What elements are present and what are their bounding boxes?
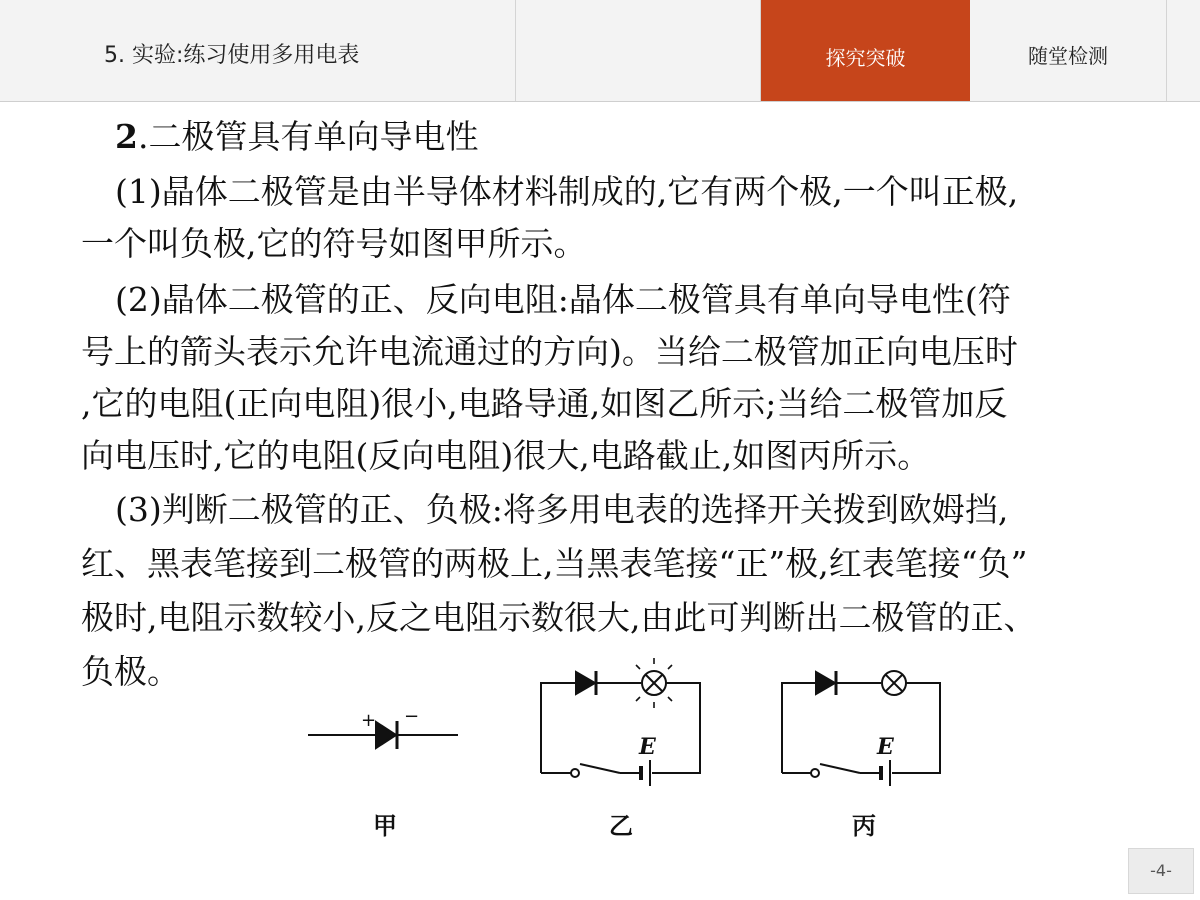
caption-jia: 甲 xyxy=(373,811,397,840)
diode-triangle xyxy=(376,722,396,748)
paragraph-line: (1)晶体二极管是由半导体材料制成的,它有两个极,一个叫正极, xyxy=(115,172,1019,211)
tab-suitang-jiance[interactable]: 随堂检测 xyxy=(970,0,1167,101)
emf-label: E xyxy=(639,734,656,760)
plus-sign: + xyxy=(361,710,377,731)
switch-blade xyxy=(820,764,860,773)
figure-bing-circuit xyxy=(782,671,940,786)
switch-contact xyxy=(811,769,819,777)
section-heading: 2.二极管具有单向导电性 xyxy=(115,117,479,156)
diode-triangle xyxy=(576,672,595,694)
figure-jia-diode-symbol xyxy=(308,721,458,749)
figure-yi-circuit xyxy=(541,658,700,786)
emf-label: E xyxy=(877,734,894,760)
course-title: 5. 实验:练习使用多用电表 xyxy=(104,43,360,68)
paragraph-line: 号上的箭头表示允许电流通过的方向)。当给二极管加正向电压时 xyxy=(81,332,1018,371)
wire-right xyxy=(892,683,940,773)
wire-left-top xyxy=(782,683,816,773)
paragraph-line: 红、黑表笔接到二极管的两极上,当黑表笔接“正”极,红表笔接“负” xyxy=(81,544,1028,583)
paragraph-line: (2)晶体二极管的正、反向电阻:晶体二极管具有单向导电性(符 xyxy=(115,280,1011,319)
tab-tanjiu-tupo[interactable]: 探究突破 xyxy=(761,0,970,101)
paragraph-line: 负极。 xyxy=(81,652,180,691)
paragraph-line: ,它的电阻(正向电阻)很小,电路导通,如图乙所示;当给二极管加反 xyxy=(81,384,1008,423)
caption-yi: 乙 xyxy=(609,811,633,840)
diode-triangle xyxy=(816,672,835,694)
switch-contact xyxy=(571,769,579,777)
paragraph-line: (3)判断二极管的正、负极:将多用电表的选择开关拨到欧姆挡, xyxy=(115,490,1009,529)
wire-right xyxy=(652,683,700,773)
switch-blade xyxy=(580,764,620,773)
paragraph-line: 一个叫负极,它的符号如图甲所示。 xyxy=(81,224,587,263)
page-number: -4- xyxy=(1128,848,1194,894)
paragraph-line: 向电压时,它的电阻(反向电阻)很大,电路截止,如图丙所示。 xyxy=(81,436,931,475)
wire-left-top xyxy=(541,683,576,773)
paragraph-line: 极时,电阻示数较小,反之电阻示数很大,由此可判断出二极管的正、 xyxy=(81,598,1037,637)
caption-bing: 丙 xyxy=(852,811,876,840)
minus-sign: − xyxy=(404,706,420,727)
